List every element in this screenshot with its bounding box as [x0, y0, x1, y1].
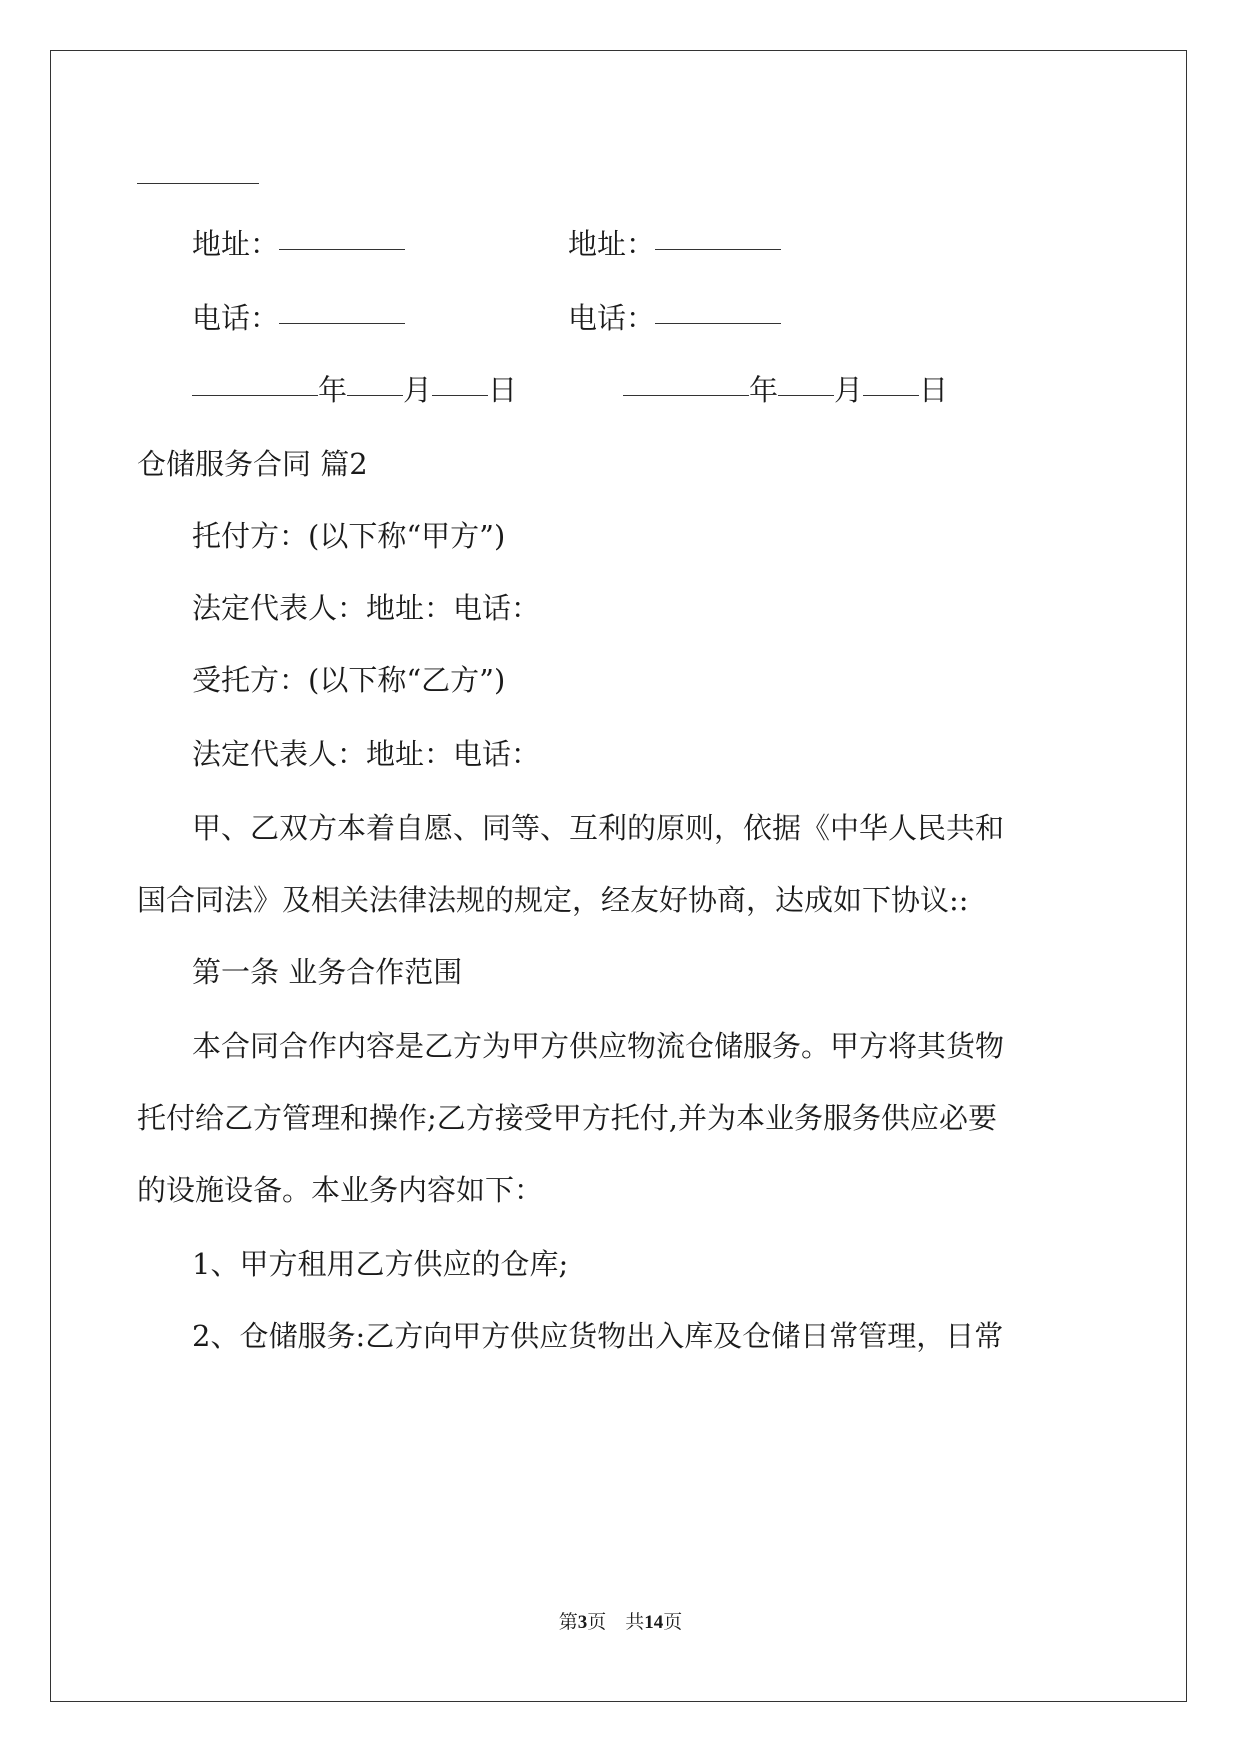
paragraph-preamble-line1: 甲、乙双方本着自愿、同等、互利的原则，依据《中华人民共和: [192, 811, 1005, 845]
page-border: [50, 50, 1187, 1702]
footer-total-pages: 14: [644, 1612, 664, 1633]
right-phone-row: [568, 300, 781, 336]
right-address-row: [568, 226, 781, 262]
paragraph-legal-rep-b: 法定代表人：地址：电话：: [192, 737, 541, 771]
paragraph-preamble-line2: 国合同法》及相关法律法规的规定，经友好协商，达成如下协议::: [137, 883, 969, 917]
article-one-heading: 第一条 业务合作范围: [192, 955, 463, 989]
left-date-row: [192, 372, 517, 408]
paragraph-scope-line2: 托付给乙方管理和操作;乙方接受甲方托付,并为本业务服务供应必要: [137, 1101, 997, 1135]
right-date-month: 月: [834, 373, 864, 407]
left-address-blank: [279, 248, 405, 250]
right-phone-blank: [655, 322, 781, 324]
left-date-month: 月: [403, 373, 433, 407]
paragraph-legal-rep-a: 法定代表人：地址：电话：: [192, 591, 541, 625]
list-item-2: 2、仓储服务:乙方向甲方供应货物出入库及仓储日常管理，日常: [192, 1319, 1004, 1353]
left-phone-row: [192, 300, 405, 336]
paragraph-scope-line3: 的设施设备。本业务内容如下：: [137, 1173, 544, 1207]
left-phone-blank: [279, 322, 405, 324]
left-phone-label: 电话：: [192, 301, 280, 335]
right-address-label: 地址：: [568, 227, 656, 261]
page-footer: [0, 1610, 1241, 1635]
paragraph-entrusted-party: 受托方：(以下称“乙方”): [192, 663, 506, 697]
paragraph-entrusting-party: 托付方：(以下称“甲方”): [192, 519, 506, 553]
right-address-blank: [655, 248, 781, 250]
section-title: 仓储服务合同 篇2: [137, 447, 368, 481]
header-blank-line: [137, 160, 259, 196]
left-date-day: 日: [488, 373, 518, 407]
right-date-year: 年: [749, 373, 779, 407]
footer-page-number: 3: [577, 1612, 588, 1633]
right-phone-label: 电话：: [568, 301, 656, 335]
right-date-row: [623, 372, 948, 408]
left-address-row: [192, 226, 405, 262]
footer-suffix: 页: [663, 1611, 683, 1633]
left-address-label: 地址：: [192, 227, 280, 261]
footer-mid: 页 共: [587, 1611, 645, 1633]
footer-prefix: 第: [558, 1611, 578, 1633]
right-date-day: 日: [919, 373, 949, 407]
list-item-1: 1、甲方租用乙方供应的仓库;: [192, 1247, 569, 1281]
paragraph-scope-line1: 本合同合作内容是乙方为甲方供应物流仓储服务。甲方将其货物: [192, 1029, 1005, 1063]
left-date-year: 年: [318, 373, 348, 407]
